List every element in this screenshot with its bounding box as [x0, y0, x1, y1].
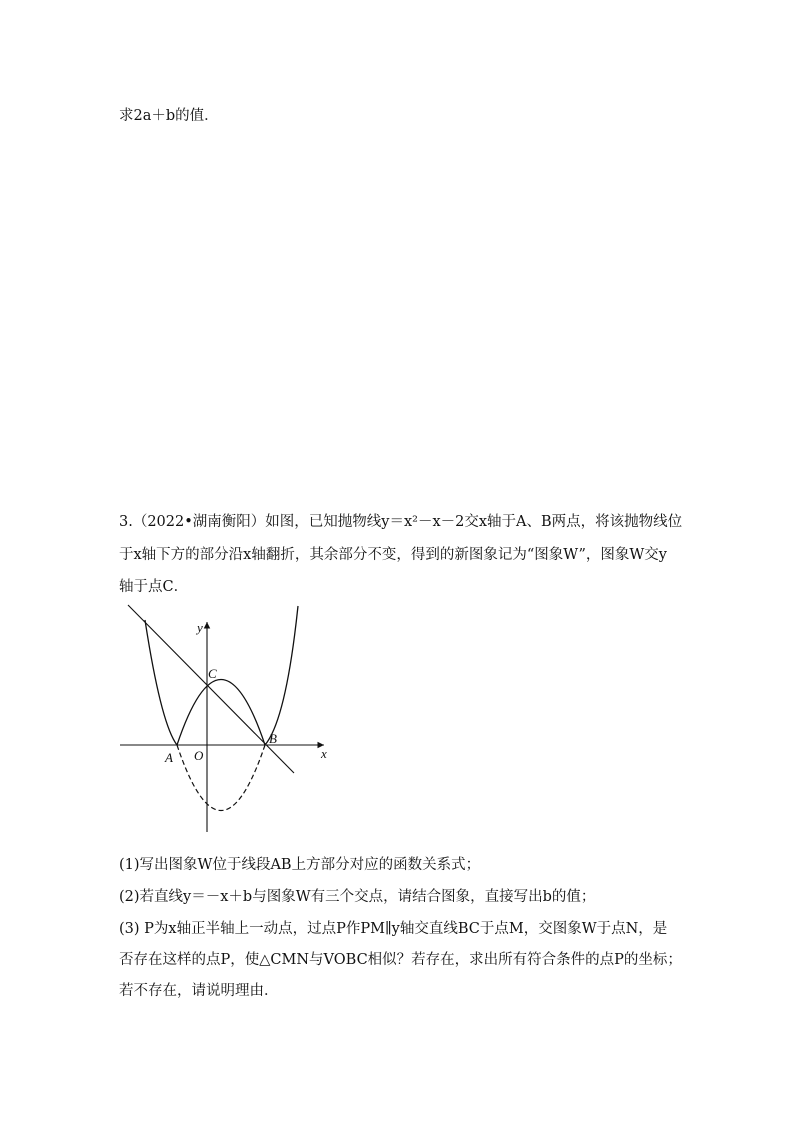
point-o-label: O: [194, 748, 204, 763]
part-3-line-1: (3) P为x轴正半轴上一动点，过点P作PM∥y轴交直线BC于点M，交图象W于点N，是: [119, 921, 668, 937]
question-3-line-1: 3.（2022•湖南衡阳）如图，已知抛物线y＝x²－x－2交x轴于A、B两点，将该抛物线位: [119, 514, 683, 530]
flipped-arch: [177, 680, 265, 746]
point-a-label: A: [165, 750, 173, 765]
part-1: (1)写出图象W位于线段AB上方部分对应的函数关系式；: [119, 857, 481, 873]
question-3-line-2: 于x轴下方的部分沿x轴翻折，其余部分不变，得到的新图象记为“图象W”，图象W交y: [119, 547, 667, 563]
line-bc: [128, 605, 294, 773]
dashed-lower-part: [177, 745, 265, 811]
point-b-label: B: [269, 731, 277, 746]
y-axis-label: y: [197, 620, 203, 635]
part-2: (2)若直线y＝－x＋b与图象W有三个交点，请结合图象，直接写出b的值；: [119, 889, 596, 905]
parabola-right-branch: [265, 606, 298, 745]
previous-question-tail: 求2a＋b的值．: [119, 108, 219, 124]
parabola-figure: [118, 600, 332, 836]
part-3-line-2: 否存在这样的点P，使△CMN与VOBC相似？若存在，求出所有符合条件的点P的坐标；: [119, 952, 682, 968]
x-axis-label: x: [321, 746, 327, 761]
part-3-line-3: 若不存在，请说明理由．: [119, 983, 279, 999]
point-c-label: C: [208, 666, 217, 681]
question-3-line-3: 轴于点C．: [119, 579, 189, 595]
